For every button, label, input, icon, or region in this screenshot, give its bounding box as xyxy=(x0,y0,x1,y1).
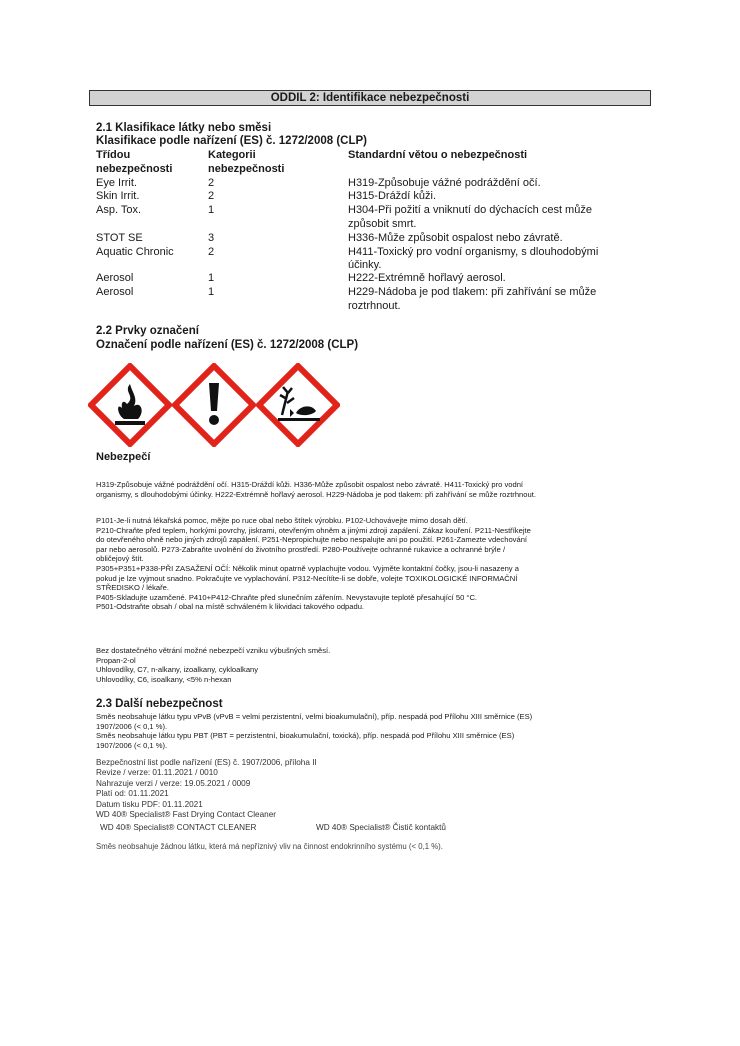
row-category: 1 xyxy=(208,204,215,216)
meta-line: Nahrazuje verzi / verze: 19.05.2021 / 0009 xyxy=(96,778,251,788)
p-statement-line: P305+P351+P338-PŘI ZASAŽENÍ OČÍ: Několik minut opatrně vyplachujte vodou. Vyjměte kontaktní čočky, jsou-li nasazeny a xyxy=(96,563,519,573)
section-title-bar: ODDIL 2: Identifikace nebezpečnosti xyxy=(89,90,651,106)
p-statement-line: P101-Je-li nutná lékařská pomoc, mějte po ruce obal nebo štítek výrobku. P102-Uchovávejte mimo dosah dětí. xyxy=(96,516,468,525)
s23-line: Směs neobsahuje látku typu vPvB (vPvB = velmi perzistentní, velmi bioakumulační), příp. nespadá pod Přílohu XIII směrnice (ES) xyxy=(96,712,533,721)
row-hazard-statement: H411-Toxický pro vodní organismy, s dlouhodobými xyxy=(348,246,599,258)
heading-2-1: 2.1 Klasifikace látky nebo směsi xyxy=(96,122,272,134)
s23-line: 1907/2006 (< 0,1 %). xyxy=(96,740,168,750)
row-class: Eye Irrit. xyxy=(96,177,137,189)
supplemental-line: Uhlovodíky, C6, isoalkany, <5% n-hexan xyxy=(96,674,232,684)
col-header-cat-2: nebezpečnosti xyxy=(208,163,285,175)
row-class: Asp. Tox. xyxy=(96,204,142,216)
p-statements-block xyxy=(96,516,656,612)
heading-2-3: 2.3 Další nebezpečnost xyxy=(96,698,223,710)
product-name-a: WD 40® Specialist® CONTACT CLEANER xyxy=(100,823,257,832)
row-class: Skin Irrit. xyxy=(96,190,140,202)
row-category: 2 xyxy=(208,177,215,189)
h-statement-line: organismy, s dlouhodobými účinky. H222-Extrémně hořlavý aerosol. H229-Nádoba je pod tlakem: při zahřívání se může roztrhnout. xyxy=(96,489,536,499)
row-hazard-statement-cont: způsobit smrt. xyxy=(348,218,417,230)
row-class: STOT SE xyxy=(96,232,143,244)
endocrine-note: Směs neobsahuje žádnou látku, která má nepříznivý vliv na činnost endokrinního systému (< 0,1 %). xyxy=(96,842,443,851)
p-statement-line: obličejový štít. xyxy=(96,554,144,564)
p-statement-line: do otevřeného ohně nebo jiných zdrojů zapálení. P251-Nepropichujte nebo nespalujte ani po použití. P261-Zamezte vdechování xyxy=(96,535,528,545)
row-hazard-statement: H229-Nádoba je pod tlakem: při zahřívání se může xyxy=(348,286,597,298)
subheading-2-1: Klasifikace podle nařízení (ES) č. 1272/2008 (CLP) xyxy=(96,135,367,147)
row-category: 1 xyxy=(208,286,215,298)
row-category: 2 xyxy=(208,190,215,202)
p-statement-line: P405-Skladujte uzamčené. P410+P412-Chraňte před slunečním zářením. Nevystavujte teplotě přesahující 50 °C. xyxy=(96,592,478,602)
row-category: 1 xyxy=(208,272,215,284)
environment-icon xyxy=(256,363,340,447)
meta-line: Datum tisku PDF: 01.11.2021 xyxy=(96,799,203,809)
row-category: 3 xyxy=(208,232,215,244)
s23-line: 1907/2006 (< 0,1 %). xyxy=(96,721,168,731)
p-statement-line: par nebo aerosolů. P273-Zabraňte uvolnění do životního prostředí. P280-Používejte ochranné rukavice a ochranné brýle / xyxy=(96,544,506,554)
product-name-b: WD 40® Specialist® Čistič kontaktů xyxy=(316,823,446,832)
row-hazard-statement-cont: účinky. xyxy=(348,259,382,271)
heading-2-2: 2.2 Prvky označení xyxy=(96,325,199,337)
row-hazard-statement: H304-Při požití a vniknutí do dýchacích cest může xyxy=(348,204,592,216)
meta-line: Revize / verze: 01.11.2021 / 0010 xyxy=(96,768,218,778)
meta-line: Bezpečnostní list podle nařízení (ES) č. 1907/2006, příloha II xyxy=(96,758,317,767)
col-header-cat-1: Kategorii xyxy=(208,149,256,161)
subheading-2-2: Označení podle nařízení (ES) č. 1272/2008 (CLP) xyxy=(96,339,359,351)
meta-block xyxy=(96,758,656,820)
col-header-statement: Standardní větou o nebezpečnosti xyxy=(348,149,528,161)
p-statement-line: P501-Odstraňte obsah / obal na místě schváleném k likvidaci takového odpadu. xyxy=(96,602,365,612)
col-header-class-1: Třídou xyxy=(96,149,131,161)
s23-line: Směs neobsahuje látku typu PBT (PBT = perzistentní, bioakumulační, toxická), příp. nespadá pod Přílohu XIII směrnice (ES) xyxy=(96,731,515,741)
supplemental-block xyxy=(96,646,656,684)
p-statement-line: pokud je lze vyjmout snadno. Pokračujte ve vyplachování. P312-Necítíte-li se dobře, volejte TOXIKOLOGICKÉ INFORMAČNÍ xyxy=(96,573,518,583)
meta-line: Platí od: 01.11.2021 xyxy=(96,789,169,799)
signal-word: Nebezpečí xyxy=(96,451,151,463)
row-hazard-statement: H222-Extrémně hořlavý aerosol. xyxy=(348,272,506,284)
meta-line: WD 40® Specialist® Fast Drying Contact Cleaner xyxy=(96,810,276,820)
row-hazard-statement: H336-Může způsobit ospalost nebo závratě. xyxy=(348,232,563,244)
s23-block xyxy=(96,712,656,750)
flame-icon xyxy=(88,363,172,447)
p-statement-line: P210-Chraňte před teplem, horkými povrchy, jiskrami, otevřeným ohněm a jinými zdroji zapálení. Zákaz kouření. P211-Nestříkejte xyxy=(96,525,531,535)
row-hazard-statement: H315-Dráždí kůži. xyxy=(348,190,437,202)
row-hazard-statement-cont: roztrhnout. xyxy=(348,300,401,312)
supplemental-line: Uhlovodíky, C7, n-alkany, izoalkany, cykloalkany xyxy=(96,665,259,675)
row-hazard-statement: H319-Způsobuje vážné podráždění očí. xyxy=(348,177,541,189)
h-statements-block xyxy=(96,480,656,499)
row-class: Aerosol xyxy=(96,286,134,298)
p-statement-line: STŘEDISKO / lékaře. xyxy=(96,583,170,593)
col-header-class-2: nebezpečnosti xyxy=(96,163,173,175)
supplemental-line: Bez dostatečného větrání možné nebezpečí vzniku výbušných směsí. xyxy=(96,646,331,655)
h-statement-line: H319-Způsobuje vážné podráždění očí. H315-Dráždí kůži. H336-Může způsobit ospalost nebo závratě. H411-Toxický pro vodní xyxy=(96,480,524,489)
row-class: Aquatic Chronic xyxy=(96,246,174,258)
supplemental-line: Propan-2-ol xyxy=(96,655,136,665)
row-category: 2 xyxy=(208,246,215,258)
row-class: Aerosol xyxy=(96,272,134,284)
exclamation-icon xyxy=(172,363,256,447)
